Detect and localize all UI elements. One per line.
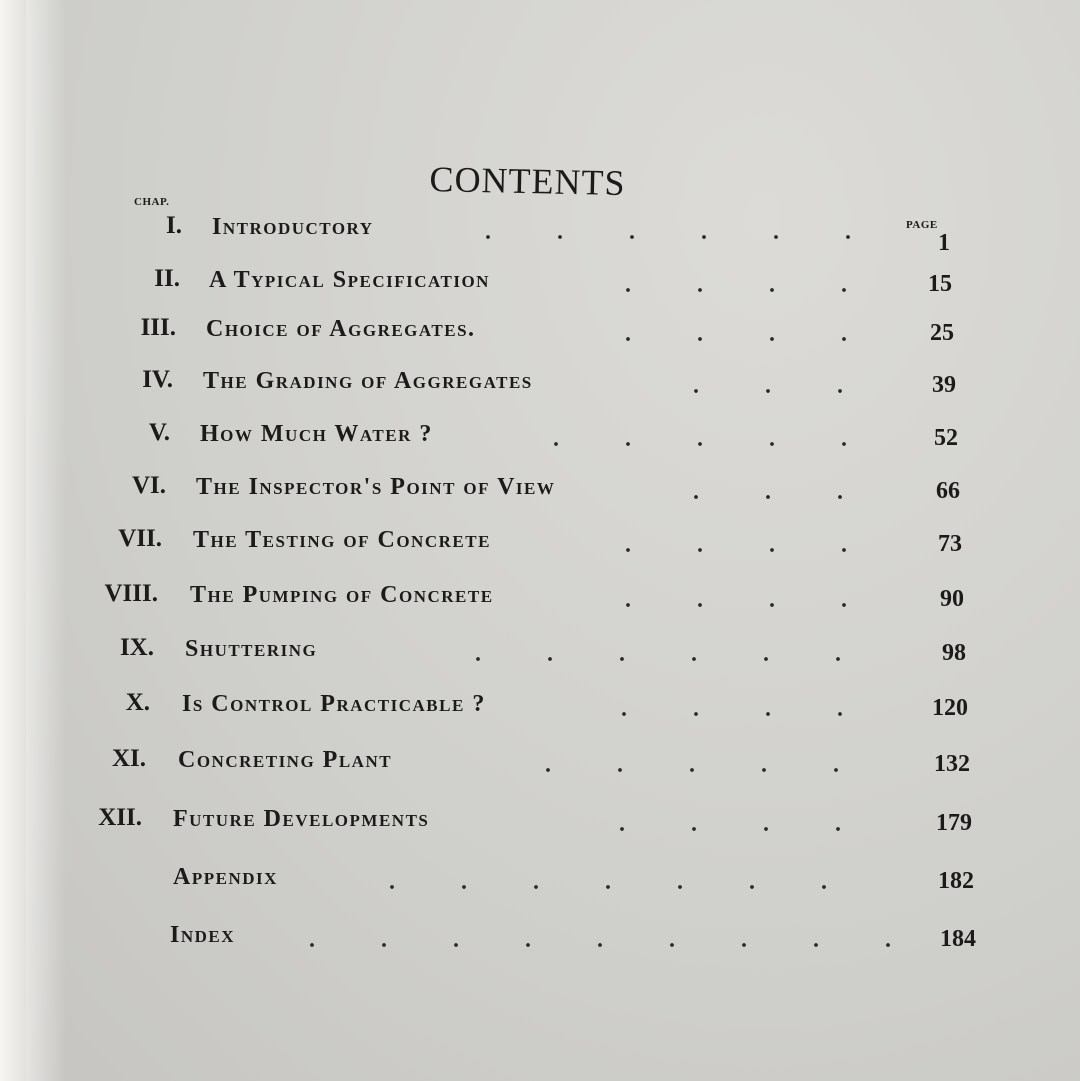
- chapter-number: IV.: [142, 366, 173, 393]
- chapter-title: Index: [170, 922, 236, 948]
- dot-leader: [442, 656, 890, 662]
- chapter-title: The Testing of Concrete: [193, 527, 491, 553]
- toc-entry: [0, 472, 1040, 508]
- toc-entry: [0, 689, 1040, 725]
- toc-entry: [0, 634, 1040, 670]
- toc-entry: [0, 212, 1040, 256]
- chapter-number: VI.: [131, 472, 166, 499]
- toc-entry: [0, 920, 1040, 956]
- chapter-number: VII.: [118, 525, 162, 552]
- dot-leader: [512, 767, 892, 773]
- chapter-title: Concreting Plant: [178, 747, 393, 773]
- dot-leader: [660, 388, 882, 394]
- toc-entry: [0, 525, 1040, 561]
- dot-leader: [520, 441, 882, 447]
- chapter-number: II.: [154, 265, 180, 292]
- chapter-number: XII.: [98, 804, 142, 831]
- dot-leader: [592, 547, 886, 553]
- page-number: 39: [932, 372, 956, 398]
- chapter-number: IX.: [119, 634, 154, 661]
- chapter-title: Shuttering: [185, 636, 318, 662]
- page-number: 98: [942, 640, 966, 666]
- page-number: 25: [930, 320, 954, 346]
- page-column-label: PAGE: [906, 219, 938, 231]
- dot-leader: [452, 234, 872, 240]
- dot-leader: [660, 494, 884, 500]
- dot-leader: [592, 602, 888, 608]
- page-number: 184: [940, 926, 976, 952]
- chapter-title: Future Developments: [173, 806, 430, 832]
- toc-entry: [0, 862, 1040, 898]
- chapter-title: The Pumping of Concrete: [190, 582, 494, 608]
- page-number: 52: [934, 425, 958, 451]
- chapter-title: How Much Water ?: [200, 421, 433, 447]
- chapter-column-label: CHAP.: [134, 196, 170, 208]
- chapter-number: III.: [140, 314, 176, 341]
- toc-entry: [0, 745, 1040, 781]
- chapter-title: Choice of Aggregates.: [206, 316, 476, 342]
- contents-heading: CONTENTS: [429, 158, 626, 204]
- chapter-title: Is Control Practicable ?: [182, 691, 486, 717]
- toc-entry: [0, 314, 1040, 350]
- dot-leader: [588, 711, 890, 717]
- chapter-number: X.: [125, 689, 150, 716]
- dot-leader: [592, 336, 882, 342]
- chapter-title: Introductory: [212, 214, 374, 240]
- toc-entry: [0, 580, 1040, 616]
- page-number: 132: [934, 751, 970, 777]
- chapter-number: XI.: [111, 745, 146, 772]
- chapter-number: VIII.: [104, 580, 158, 607]
- toc-entry: [0, 419, 1040, 455]
- chapter-title: The Grading of Aggregates: [203, 368, 533, 394]
- page-number: 15: [928, 271, 952, 297]
- page-number: 179: [936, 810, 972, 836]
- page-number: 120: [932, 695, 968, 721]
- page-number: 73: [938, 531, 962, 557]
- toc-entry: [0, 804, 1040, 840]
- dot-leader: [586, 826, 894, 832]
- toc-entry: [0, 265, 1040, 301]
- page-number: 66: [936, 478, 960, 504]
- page-number: 90: [940, 586, 964, 612]
- chapter-title: Appendix: [173, 864, 278, 890]
- page-number: 182: [938, 868, 974, 894]
- dot-leader: [276, 942, 894, 948]
- chapter-title: A Typical Specification: [209, 267, 490, 293]
- page-number: 1: [938, 230, 950, 256]
- dot-leader: [356, 884, 894, 890]
- chapter-number: V.: [148, 419, 170, 446]
- chapter-title: The Inspector's Point of View: [196, 474, 556, 500]
- chapter-number: I.: [166, 212, 182, 239]
- toc-entry: [0, 366, 1040, 402]
- dot-leader: [592, 287, 882, 293]
